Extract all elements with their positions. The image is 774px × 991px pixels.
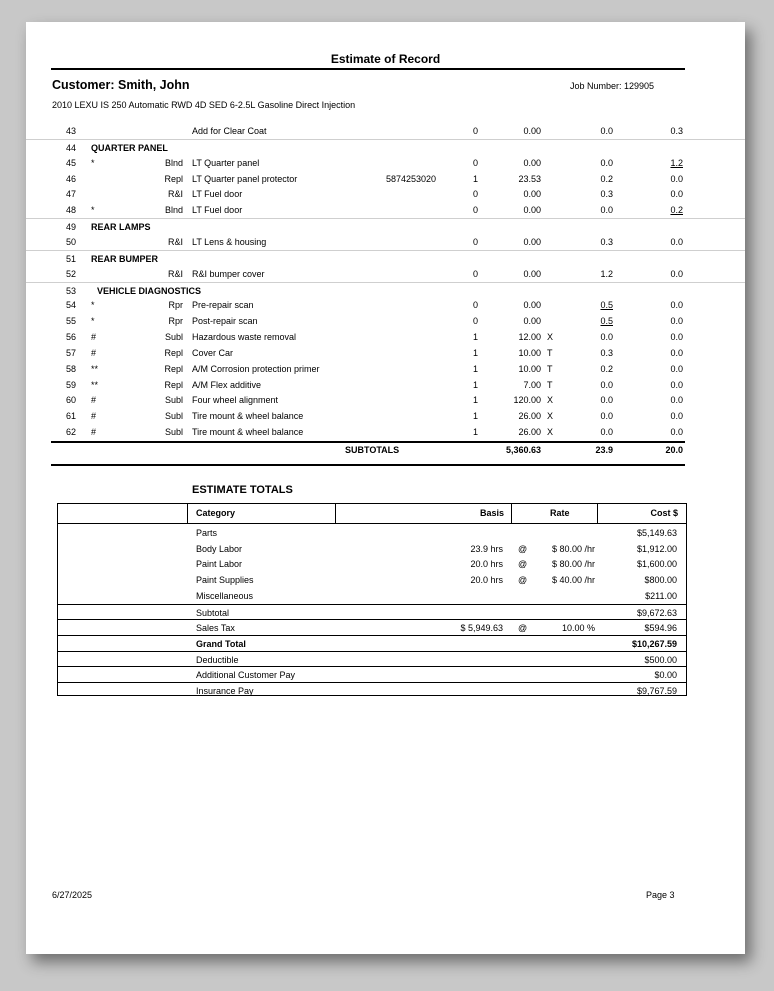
line-price: 0.00 bbox=[523, 316, 541, 327]
totals-category: Subtotal bbox=[196, 607, 230, 618]
line-operation: R&I bbox=[167, 236, 183, 247]
section-title: REAR BUMPER bbox=[91, 253, 159, 264]
line-number: 53 bbox=[66, 285, 77, 296]
line-row bbox=[26, 155, 745, 171]
line-price: 12.00 bbox=[518, 332, 541, 343]
line-quantity: 0 bbox=[473, 300, 479, 311]
header-rule bbox=[51, 68, 685, 70]
line-description: A/M Flex additive bbox=[192, 379, 262, 390]
section-row bbox=[26, 218, 745, 234]
line-labor: 0.0 bbox=[600, 395, 613, 406]
line-paint: 0.0 bbox=[670, 316, 683, 327]
line-paint: 0.0 bbox=[670, 332, 683, 343]
line-number: 50 bbox=[66, 236, 77, 247]
totals-category: Grand Total bbox=[196, 638, 246, 649]
line-paint: 0.0 bbox=[670, 300, 683, 311]
line-description: A/M Corrosion protection primer bbox=[192, 363, 320, 374]
line-operation: Subl bbox=[164, 411, 183, 422]
line-labor: 0.0 bbox=[600, 411, 613, 422]
line-flag: # bbox=[91, 395, 97, 406]
line-tax-code: X bbox=[547, 395, 554, 406]
line-tax-code: X bbox=[547, 411, 554, 422]
totals-row bbox=[58, 541, 686, 557]
line-number: 48 bbox=[66, 205, 77, 216]
line-paint: 0.0 bbox=[670, 268, 683, 279]
line-operation: R&I bbox=[167, 189, 183, 200]
line-description: Four wheel alignment bbox=[192, 395, 279, 406]
totals-category: Body Labor bbox=[196, 543, 243, 554]
line-operation: Blnd bbox=[164, 205, 183, 216]
totals-category: Paint Supplies bbox=[196, 575, 254, 586]
line-description: LT Fuel door bbox=[192, 189, 243, 200]
line-description: Pre-repair scan bbox=[192, 300, 254, 311]
estimate-totals-title: ESTIMATE TOTALS bbox=[192, 484, 293, 496]
line-labor: 0.0 bbox=[600, 427, 613, 438]
line-number: 51 bbox=[66, 253, 77, 264]
line-paint: 0.0 bbox=[670, 363, 683, 374]
totals-cost: $1,600.00 bbox=[636, 559, 677, 570]
totals-basis: $ 5,949.63 bbox=[460, 623, 503, 634]
line-paint: 0.0 bbox=[670, 427, 683, 438]
line-row bbox=[26, 266, 745, 282]
line-quantity: 1 bbox=[473, 347, 479, 358]
line-price: 10.00 bbox=[518, 347, 541, 358]
line-price: 26.00 bbox=[518, 427, 541, 438]
line-flag: * bbox=[91, 300, 95, 311]
line-paint: 0.0 bbox=[670, 236, 683, 247]
totals-category: Deductible bbox=[196, 654, 239, 665]
line-number: 47 bbox=[66, 189, 77, 200]
line-price: 120.00 bbox=[513, 395, 541, 406]
section-title: QUARTER PANEL bbox=[91, 142, 168, 153]
totals-cost: $10,267.59 bbox=[631, 638, 677, 649]
totals-cost: $594.96 bbox=[644, 623, 677, 634]
line-price: 10.00 bbox=[518, 363, 541, 374]
line-row bbox=[26, 171, 745, 187]
job-number: Job Number: 129905 bbox=[570, 81, 655, 91]
subtotal-bottom-rule bbox=[51, 464, 685, 466]
line-price: 0.00 bbox=[523, 236, 541, 247]
line-number: 46 bbox=[66, 173, 77, 184]
line-operation: Rpr bbox=[168, 316, 183, 327]
line-labor: 0.2 bbox=[600, 363, 613, 374]
line-flag: * bbox=[91, 316, 95, 327]
estimate-page bbox=[26, 22, 745, 954]
subtotals-paint: 20.0 bbox=[665, 445, 683, 455]
totals-row bbox=[58, 651, 686, 667]
line-number: 58 bbox=[66, 363, 77, 374]
totals-cost: $0.00 bbox=[654, 670, 677, 681]
line-operation: Rpr bbox=[168, 300, 183, 311]
line-paint: 0.0 bbox=[670, 395, 683, 406]
line-number: 43 bbox=[66, 126, 77, 136]
header-blank-cell bbox=[58, 504, 188, 524]
line-description: R&I bumper cover bbox=[192, 268, 265, 279]
line-part-number: 5874253020 bbox=[386, 173, 437, 184]
totals-category: Additional Customer Pay bbox=[196, 670, 296, 681]
totals-row bbox=[58, 666, 686, 682]
totals-row bbox=[58, 682, 686, 698]
totals-rate: 10.00 % bbox=[561, 623, 595, 634]
line-labor: 0.3 bbox=[600, 236, 613, 247]
totals-basis: 20.0 hrs bbox=[470, 559, 503, 570]
totals-cost: $9,672.63 bbox=[636, 607, 677, 618]
line-flag: # bbox=[91, 411, 97, 422]
basis-header: Basis bbox=[336, 504, 512, 524]
line-description: LT Quarter panel protector bbox=[192, 173, 298, 184]
totals-cost: $211.00 bbox=[645, 590, 677, 601]
line-tax-code: T bbox=[547, 379, 553, 390]
subtotal-top-rule bbox=[51, 441, 685, 443]
totals-at: @ bbox=[518, 623, 528, 634]
line-operation: Repl bbox=[164, 379, 183, 390]
line-quantity: 1 bbox=[473, 395, 479, 406]
subtotals-labor: 23.9 bbox=[595, 445, 613, 455]
totals-row bbox=[58, 588, 686, 604]
line-number: 55 bbox=[66, 316, 77, 327]
line-quantity: 1 bbox=[473, 332, 479, 343]
line-price: 23.53 bbox=[518, 173, 541, 184]
line-description: Tire mount & wheel balance bbox=[192, 427, 304, 438]
line-flag: ** bbox=[91, 363, 99, 374]
line-paint: 0.0 bbox=[670, 173, 683, 184]
line-number: 54 bbox=[66, 300, 77, 311]
line-paint: 0.0 bbox=[670, 379, 683, 390]
line-labor: 0.3 bbox=[600, 189, 613, 200]
line-row bbox=[26, 123, 745, 139]
line-quantity: 0 bbox=[473, 268, 479, 279]
line-operation: Subl bbox=[164, 332, 183, 343]
line-description: LT Fuel door bbox=[192, 205, 243, 216]
line-tax-code: T bbox=[547, 363, 553, 374]
totals-rate: $ 80.00 /hr bbox=[551, 559, 595, 570]
subtotals-price: 5,360.63 bbox=[505, 445, 541, 455]
line-operation: R&I bbox=[167, 268, 183, 279]
line-paint: 0.0 bbox=[670, 411, 683, 422]
line-price: 7.00 bbox=[523, 379, 541, 390]
line-labor: 0.0 bbox=[600, 126, 613, 136]
line-price: 26.00 bbox=[518, 411, 541, 422]
line-quantity: 0 bbox=[473, 205, 479, 216]
totals-basis: 23.9 hrs bbox=[470, 543, 503, 554]
totals-category: Sales Tax bbox=[196, 623, 235, 634]
section-row bbox=[26, 282, 745, 298]
line-number: 49 bbox=[66, 222, 77, 233]
line-description: Hazardous waste removal bbox=[192, 332, 297, 343]
line-tax-code: T bbox=[547, 347, 553, 358]
totals-rate: $ 80.00 /hr bbox=[551, 543, 595, 554]
line-quantity: 0 bbox=[473, 157, 479, 168]
line-number: 45 bbox=[66, 157, 77, 168]
line-row bbox=[26, 361, 745, 377]
line-row bbox=[26, 186, 745, 202]
line-number: 52 bbox=[66, 268, 77, 279]
line-labor: 0.5 bbox=[600, 316, 613, 327]
line-operation: Repl bbox=[164, 363, 183, 374]
line-flag: ** bbox=[91, 379, 99, 390]
totals-at: @ bbox=[518, 543, 528, 554]
section-title: REAR LAMPS bbox=[91, 222, 151, 233]
line-quantity: 1 bbox=[473, 411, 479, 422]
section-title: VEHICLE DIAGNOSTICS bbox=[97, 285, 202, 296]
line-quantity: 0 bbox=[473, 316, 479, 327]
line-price: 0.00 bbox=[523, 300, 541, 311]
line-flag: # bbox=[91, 427, 97, 438]
line-row bbox=[26, 424, 745, 440]
totals-cost: $1,912.00 bbox=[636, 543, 677, 554]
totals-cost: $5,149.63 bbox=[636, 528, 677, 538]
line-price: 0.00 bbox=[523, 268, 541, 279]
line-labor: 0.0 bbox=[600, 157, 613, 168]
line-labor: 0.3 bbox=[600, 347, 613, 358]
line-price: 0.00 bbox=[523, 157, 541, 168]
line-row bbox=[26, 408, 745, 424]
line-description: Post-repair scan bbox=[192, 316, 258, 327]
line-paint: 0.3 bbox=[670, 126, 683, 136]
line-quantity: 0 bbox=[473, 126, 479, 136]
totals-at: @ bbox=[518, 559, 528, 570]
line-paint: 1.2 bbox=[670, 157, 683, 168]
section-row bbox=[26, 139, 745, 155]
line-row bbox=[26, 329, 745, 345]
totals-row bbox=[58, 556, 686, 572]
line-labor: 0.0 bbox=[600, 205, 613, 216]
line-quantity: 1 bbox=[473, 427, 479, 438]
line-description: Cover Car bbox=[192, 347, 234, 358]
totals-at: @ bbox=[518, 575, 528, 586]
line-operation: Blnd bbox=[164, 157, 183, 168]
totals-row bbox=[58, 572, 686, 588]
rate-header: Rate bbox=[512, 504, 598, 524]
line-paint: 0.2 bbox=[670, 205, 683, 216]
totals-category: Paint Labor bbox=[196, 559, 243, 570]
line-number: 62 bbox=[66, 427, 77, 438]
line-paint: 0.0 bbox=[670, 347, 683, 358]
category-header: Category bbox=[188, 504, 336, 524]
line-labor: 0.0 bbox=[600, 332, 613, 343]
line-price: 0.00 bbox=[523, 205, 541, 216]
line-labor: 0.0 bbox=[600, 379, 613, 390]
page-title: Estimate of Record bbox=[330, 52, 441, 66]
line-row bbox=[26, 297, 745, 313]
vehicle-description: 2010 LEXU IS 250 Automatic RWD 4D SED 6-2.5L Gasoline Direct Injection bbox=[52, 100, 356, 110]
totals-row bbox=[58, 635, 686, 651]
totals-row bbox=[58, 619, 686, 635]
line-number: 61 bbox=[66, 411, 77, 422]
totals-cost: $9,767.59 bbox=[636, 686, 677, 696]
line-operation: Repl bbox=[164, 173, 183, 184]
line-flag: * bbox=[91, 205, 95, 216]
line-price: 0.00 bbox=[523, 189, 541, 200]
section-row bbox=[26, 250, 745, 266]
line-description: Tire mount & wheel balance bbox=[192, 411, 304, 422]
line-quantity: 0 bbox=[473, 189, 479, 200]
line-operation: Subl bbox=[164, 395, 183, 406]
totals-cost: $500.00 bbox=[644, 654, 677, 665]
line-operation: Repl bbox=[164, 347, 183, 358]
footer-date: 6/27/2025 bbox=[52, 890, 93, 900]
totals-cost: $800.00 bbox=[644, 575, 677, 586]
line-number: 57 bbox=[66, 347, 77, 358]
line-quantity: 1 bbox=[473, 363, 479, 374]
totals-row bbox=[58, 604, 686, 620]
line-row bbox=[26, 392, 745, 408]
totals-row bbox=[58, 525, 686, 541]
line-tax-code: X bbox=[547, 332, 554, 343]
line-row bbox=[26, 313, 745, 329]
footer-page: Page 3 bbox=[646, 890, 675, 900]
line-labor: 0.2 bbox=[600, 173, 613, 184]
line-row bbox=[26, 234, 745, 250]
estimate-totals-table bbox=[57, 503, 687, 696]
line-number: 60 bbox=[66, 395, 77, 406]
line-description: LT Lens & housing bbox=[192, 236, 267, 247]
line-paint: 0.0 bbox=[670, 189, 683, 200]
line-number: 59 bbox=[66, 379, 77, 390]
line-tax-code: X bbox=[547, 427, 554, 438]
line-flag: * bbox=[91, 157, 95, 168]
line-labor: 0.5 bbox=[600, 300, 613, 311]
line-quantity: 0 bbox=[473, 236, 479, 247]
line-price: 0.00 bbox=[523, 126, 541, 136]
line-description: LT Quarter panel bbox=[192, 157, 260, 168]
line-description: Add for Clear Coat bbox=[192, 126, 267, 136]
line-flag: # bbox=[91, 347, 97, 358]
line-row bbox=[26, 345, 745, 361]
totals-category: Miscellaneous bbox=[196, 590, 254, 601]
cost-header: Cost $ bbox=[598, 504, 686, 524]
line-row bbox=[26, 377, 745, 393]
line-number: 44 bbox=[66, 142, 77, 153]
line-row bbox=[26, 202, 745, 218]
line-operation: Subl bbox=[164, 427, 183, 438]
line-quantity: 1 bbox=[473, 379, 479, 390]
totals-rate: $ 40.00 /hr bbox=[551, 575, 595, 586]
line-labor: 1.2 bbox=[600, 268, 613, 279]
subtotals-label: SUBTOTALS bbox=[345, 445, 400, 455]
customer-name: Customer: Smith, John bbox=[52, 78, 190, 92]
line-quantity: 1 bbox=[473, 173, 479, 184]
totals-category: Insurance Pay bbox=[196, 686, 254, 696]
line-number: 56 bbox=[66, 332, 77, 343]
totals-basis: 20.0 hrs bbox=[470, 575, 503, 586]
totals-category: Parts bbox=[196, 528, 218, 538]
line-flag: # bbox=[91, 332, 97, 343]
